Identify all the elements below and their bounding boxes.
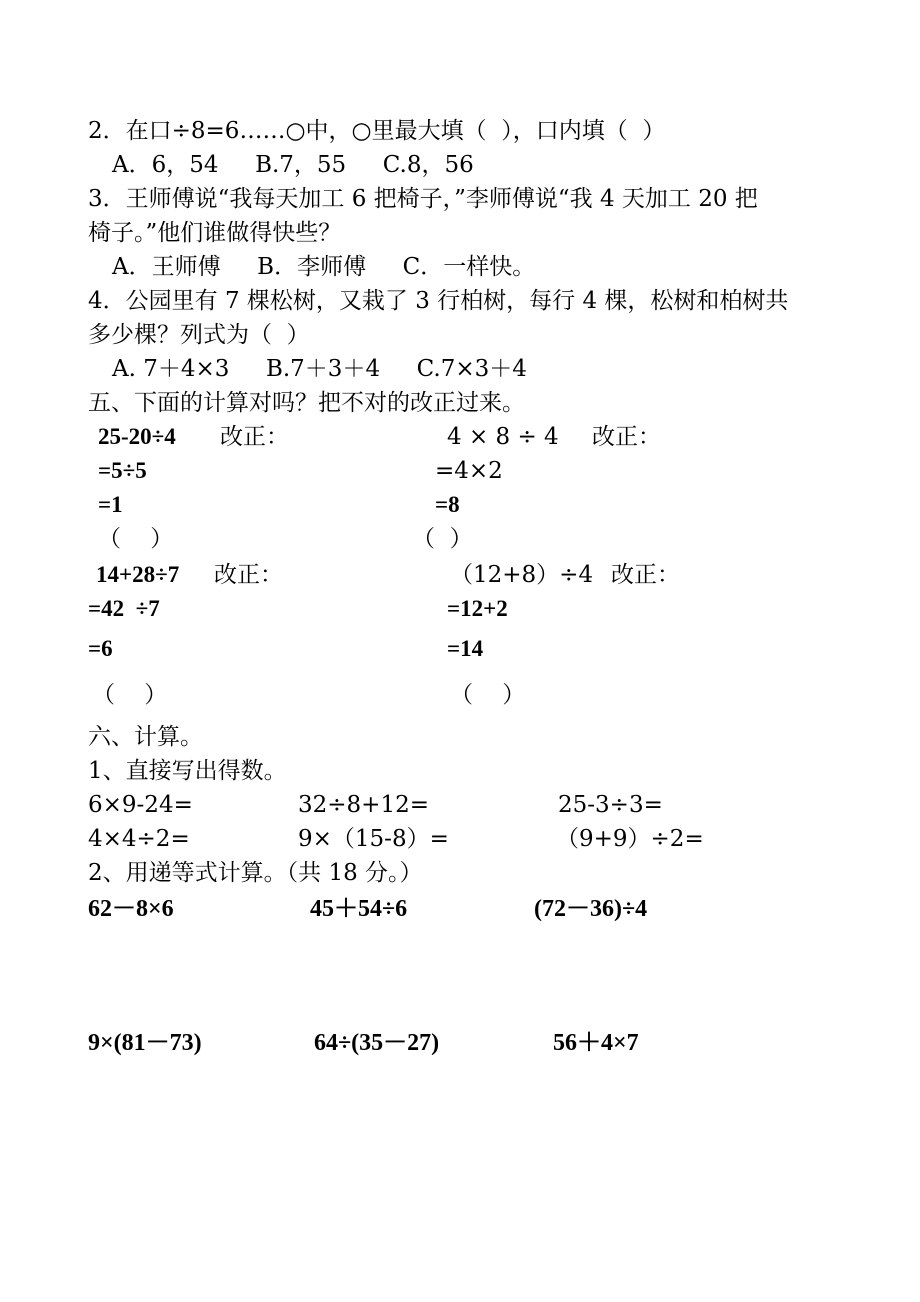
- section5-title: 五、下面的计算对吗？把不对的改正过来。: [88, 390, 525, 416]
- problem-step: =42 ÷7: [88, 596, 160, 621]
- section6-title: 六、计算。: [88, 724, 203, 750]
- step-calc-item: (72－36)÷4: [534, 896, 648, 922]
- problem-step: =4×2: [435, 458, 503, 484]
- step-calc-item: 64÷(35－27): [314, 1030, 440, 1056]
- problem-step: =5÷5: [98, 458, 147, 483]
- q2-question: 2．在口÷8=6……○中，○里最大填（ ），口内填（ ）: [88, 118, 666, 144]
- part1-title: 1、直接写出得数。: [88, 758, 287, 784]
- q3-question-line1: 3．王师傅说“我每天加工 6 把椅子，”李师傅说“我 4 天加工 20 把: [88, 186, 758, 212]
- problem-expression: 14+28÷7: [96, 562, 180, 587]
- problem-expression: 25-20÷4: [98, 424, 176, 449]
- problem-step: =14: [447, 636, 484, 661]
- problem-step: =6: [88, 636, 113, 661]
- oral-calc-item: 4×4÷2=: [88, 826, 190, 852]
- judgement-blank: （ ）: [450, 682, 526, 708]
- oral-calc-item: 9×（15-8）=: [298, 826, 449, 852]
- correction-label: 改正：: [220, 424, 289, 450]
- step-calc-item: 9×(81－73): [88, 1030, 202, 1056]
- judgement-blank: （ ）: [412, 526, 473, 552]
- step-calc-item: 56＋4×7: [553, 1030, 639, 1056]
- judgement-blank: （ ）: [92, 682, 168, 708]
- judgement-blank: （ ）: [98, 526, 174, 552]
- oral-calc-item: （9+9）÷2=: [556, 826, 704, 852]
- q4-question-line2: 多少棵？列式为（ ）: [88, 322, 310, 348]
- problem-step: =12+2: [447, 596, 508, 621]
- problem-step: =1: [98, 492, 123, 517]
- step-calc-item: 62－8×6: [88, 896, 174, 922]
- q2-options: A．6，54 B.7，55 C.8，56: [112, 152, 474, 178]
- correction-label: 改正：: [611, 562, 680, 588]
- step-calc-item: 45＋54÷6: [310, 896, 408, 922]
- problem-step: =8: [435, 492, 460, 517]
- problem-expression: （12+8）÷4: [450, 562, 594, 588]
- correction-label: 改正：: [592, 424, 661, 450]
- q4-options: A. 7＋4×3 B.7＋3＋4 C.7×3＋4: [112, 356, 527, 382]
- oral-calc-item: 32÷8+12=: [298, 792, 429, 818]
- q3-question-line2: 椅子。”他们谁做得快些？: [88, 220, 342, 246]
- oral-calc-item: 6×9-24=: [88, 792, 193, 818]
- problem-expression: 4 × 8 ÷ 4: [447, 424, 559, 450]
- q3-options: A．王师傅 B．李师傅 C．一样快。: [112, 254, 536, 280]
- q4-question-line1: 4．公园里有 7 棵松树，又栽了 3 行柏树，每行 4 棵，松树和柏树共: [88, 288, 789, 314]
- part2-title: 2、用递等式计算。（共 18 分。）: [88, 860, 423, 886]
- correction-label: 改正：: [214, 562, 283, 588]
- oral-calc-item: 25-3÷3=: [558, 792, 663, 818]
